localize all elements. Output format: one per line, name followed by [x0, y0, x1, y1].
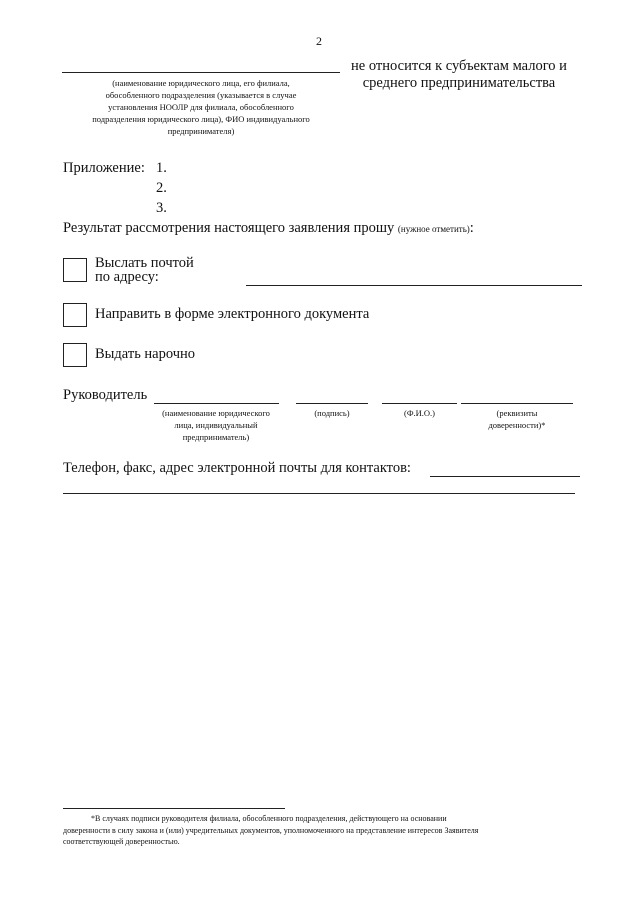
signature-attorney-line[interactable]: [461, 403, 573, 404]
caption-name-line: лица, индивидуальный: [174, 420, 258, 430]
entity-caption-line: (наименование юридического лица, его филиала,: [112, 78, 290, 88]
footnote-line2: доверенности в силу закона и (или) учредительных документов, уполномоченного на представление интересов Заявителя: [63, 825, 479, 835]
signature-fio-line[interactable]: [382, 403, 457, 404]
entity-name-line[interactable]: [62, 72, 340, 73]
page-number: 2: [316, 34, 322, 48]
result-request-colon: :: [469, 220, 474, 236]
footnote-line1: *В случаях подписи руководителя филиала, обособленного подразделения, действующего на основании: [91, 814, 447, 823]
signature-label: Руководитель: [63, 387, 148, 403]
option-mail-line2: по адресу:: [95, 269, 159, 285]
contacts-label: Телефон, факс, адрес электронной почты для контактов:: [63, 460, 411, 476]
not-sme-text: [345, 58, 573, 92]
footnote: [63, 813, 579, 848]
checkbox-electronic[interactable]: [63, 303, 87, 327]
caption-attorney-line: доверенности)*: [488, 420, 546, 430]
caption-name-line: (наименование юридического: [162, 408, 270, 418]
caption-sign: (подпись): [314, 408, 350, 418]
checkbox-mail[interactable]: [63, 258, 87, 282]
contacts-line-inline[interactable]: [430, 476, 580, 477]
footnote-line3: соответствующей доверенностью.: [63, 837, 180, 846]
appendix-item: 3.: [156, 200, 167, 216]
not-sme-line1: не относится к субъектам малого и: [351, 58, 567, 74]
caption-attorney: [461, 407, 573, 431]
signature-sign-line[interactable]: [296, 403, 368, 404]
entity-caption-line: установления НООЛР для филиала, обособленного: [108, 102, 294, 112]
option-electronic-label: Направить в форме электронного документа: [95, 306, 370, 322]
option-in-person-label: Выдать нарочно: [95, 346, 196, 362]
entity-caption-line: обособленного подразделения (указывается в случае: [105, 90, 297, 100]
caption-attorney-line: (реквизиты: [496, 408, 538, 418]
footnote-separator: [63, 808, 285, 809]
result-request: [63, 220, 474, 238]
checkbox-in-person[interactable]: [63, 343, 87, 367]
appendix-item: 2.: [156, 180, 167, 196]
caption-name-line: предприниматель): [182, 432, 250, 442]
appendix-item: 1.: [156, 160, 167, 176]
mail-address-line[interactable]: [246, 285, 582, 286]
entity-caption-line: предпринимателя): [167, 126, 235, 136]
appendix-label: Приложение:: [63, 160, 145, 176]
result-request-note: (нужное отметить): [397, 224, 470, 234]
caption-name: [141, 407, 291, 443]
result-request-text: Результат рассмотрения настоящего заявления прошу: [63, 220, 395, 236]
signature-name-line[interactable]: [154, 403, 279, 404]
contacts-line-full[interactable]: [63, 493, 575, 494]
option-mail-line1: Выслать почтой: [95, 255, 194, 271]
caption-fio: (Ф.И.О.): [403, 408, 436, 418]
not-sme-line2: среднего предпринимательства: [362, 75, 556, 91]
option-mail-label: [95, 256, 194, 284]
entity-caption-line: подразделения юридического лица), ФИО индивидуального: [92, 114, 310, 124]
entity-caption: [62, 77, 340, 137]
